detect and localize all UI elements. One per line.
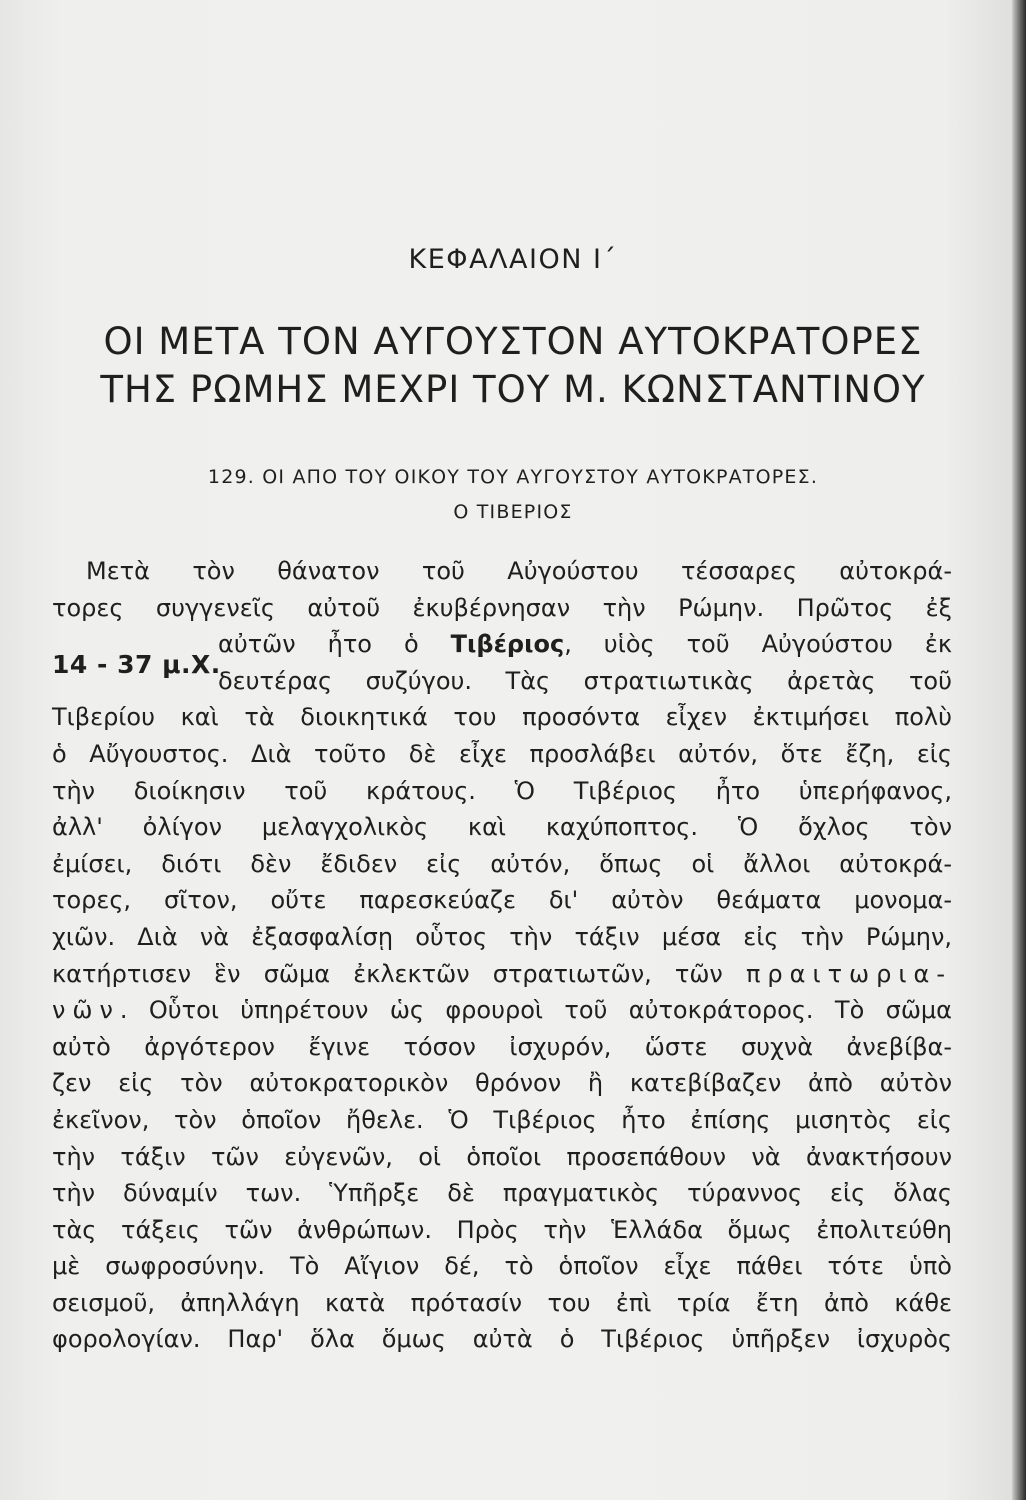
text-line: αὐτὸ ἀργότερον ἔγινε τόσον ἰσχυρόν, ὥστε συχνὰ ἀνεβίβα- [52, 1032, 952, 1061]
text-line: φορολογίαν. Παρ' ὅλα ὅμως αὐτὰ ὁ Τιβέριος ὑπῆρξεν ἰσχυρὸς [52, 1325, 952, 1354]
text-line: Μετὰ τὸν θάνατον τοῦ Αὐγούστου τέσσαρες αὐτοκρά- [86, 557, 952, 585]
text-line: ἀλλ' ὀλίγον μελαγχολικὸς καὶ καχύποπτος. Ὁ ὄχλος τὸν [52, 813, 952, 842]
text-line: μὲ σωφροσύνην. Τὸ Αἴγιον δέ, τὸ ὁποῖον εἶχε πάθει τότε ὑπὸ [52, 1252, 952, 1281]
text-line: ὁ Αὔγουστος. Διὰ τοῦτο δὲ εἶχε προσλάβει αὐτόν, ὅτε ἔζη, εἰς [52, 739, 952, 768]
chapter-title-line-2: ΤΗΣ ΡΩΜΗΣ ΜΕΧΡΙ ΤΟΥ Μ. ΚΩΝΣΤΑΝΤΙΝΟΥ [100, 368, 926, 411]
text-segment: , υἱὸς τοῦ Αὐγούστου ἐκ [564, 630, 952, 659]
text-line [52, 992, 952, 1029]
margin-date-note: 14 - 37 μ.Χ. [52, 650, 221, 679]
page-edge-shadow [1012, 0, 1026, 1500]
emphasized-name: Τιβέριος [450, 630, 565, 659]
section-heading-line-1: 129. ΟΙ ΑΠΟ ΤΟΥ ΟΙΚΟΥ ΤΟΥ ΑΥΓΟΥΣΤΟΥ ΑΥΤΟΚΡΑΤΟΡΕΣ. [207, 466, 819, 488]
text-line [52, 626, 952, 663]
text-line: τορες, σῖτον, οὔτε παρεσκεύαζε δι' αὐτὸν θεάματα μονομα- [52, 886, 952, 915]
text-segment: κατήρτισεν ἓν σῶμα ἐκλεκτῶν στρατιωτῶν, τῶν [52, 959, 723, 988]
text-line: Τιβερίου καὶ τὰ διοικητικά του προσόντα εἶχεν ἐκτιμήσει πολὺ [52, 703, 952, 732]
text-line: τορες συγγενεῖς αὐτοῦ ἐκυβέρνησαν τὴν Ρώμην. Πρῶτος ἐξ [52, 593, 952, 622]
spaced-term: νῶν [52, 996, 120, 1025]
text-segment: αὐτῶν ἦτο ὁ [218, 630, 419, 659]
text-line [52, 956, 952, 993]
text-line: σεισμοῦ, ἀπηλλάγη κατὰ πρότασίν του ἐπὶ τρία ἔτη ἀπὸ κάθε [52, 1288, 952, 1317]
chapter-heading: ΚΕΦΑΛΑΙΟΝ Ι΄ [408, 244, 618, 275]
text-line: ζεν εἰς τὸν αὐτοκρατορικὸν θρόνον ἢ κατεβίβαζεν ἀπὸ αὐτὸν [52, 1069, 952, 1098]
text-line: τὴν τάξιν τῶν εὐγενῶν, οἱ ὁποῖοι προσεπάθουν νὰ ἀνακτήσουν [52, 1142, 952, 1171]
section-heading-line-2: Ο ΤΙΒΕΡΙΟΣ [453, 501, 573, 523]
chapter-title [0, 318, 1026, 414]
text-line: τὴν διοίκησιν τοῦ κράτους. Ὁ Τιβέριος ἦτο ὑπερήφανος, [52, 776, 952, 805]
body-text [52, 553, 952, 1358]
text-line: χιῶν. Διὰ νὰ ἐξασφαλίσῃ οὗτος τὴν τάξιν μέσα εἰς τὴν Ρώμην, [52, 922, 952, 951]
section-heading [0, 460, 1026, 530]
text-line: ἐκεῖνον, τὸν ὁποῖον ἤθελε. Ὁ Τιβέριος ἦτο ἐπίσης μισητὸς εἰς [52, 1105, 952, 1134]
chapter-title-line-1: ΟΙ ΜΕΤΑ ΤΟΝ ΑΥΓΟΥΣΤΟΝ ΑΥΤΟΚΡΑΤΟΡΕΣ [103, 320, 923, 363]
text-line: τὴν δύναμίν των. Ὑπῆρξε δὲ πραγματικὸς τύραννος εἰς ὅλας [52, 1179, 952, 1208]
text-line: δευτέρας συζύγου. Τὰς στρατιωτικὰς ἀρετὰς τοῦ [218, 666, 952, 695]
text-segment: . Οὗτοι ὑπηρέτουν ὡς φρουροὶ τοῦ αὐτοκράτορος. Τὸ σῶμα [119, 996, 952, 1025]
text-line: ἐμίσει, διότι δὲν ἔδιδεν εἰς αὐτόν, ὅπως οἱ ἄλλοι αὐτοκρά- [52, 849, 952, 878]
spaced-term: πραιτωρια- [745, 959, 952, 988]
text-line: τὰς τάξεις τῶν ἀνθρώπων. Πρὸς τὴν Ἑλλάδα ὅμως ἐπολιτεύθη [52, 1215, 952, 1244]
